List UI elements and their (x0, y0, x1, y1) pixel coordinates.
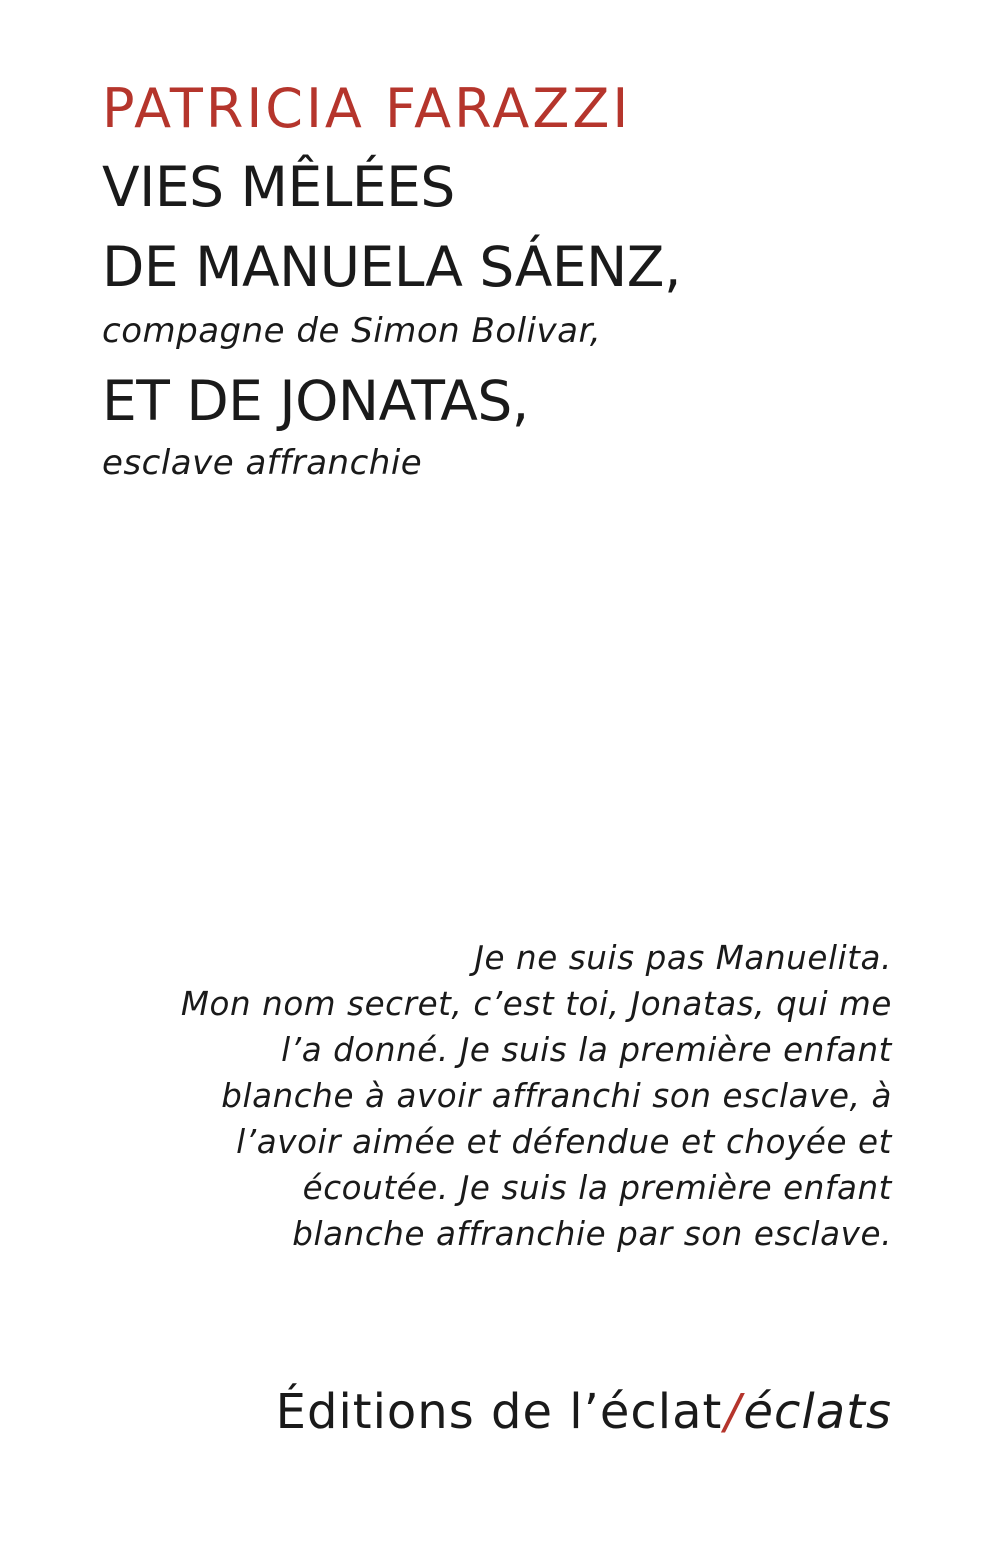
publisher-collection: éclats (743, 1384, 892, 1440)
title-line-1: VIES MÊLÉES (102, 155, 455, 219)
quote-line: l’a donné. Je suis la première enfant (281, 1031, 892, 1069)
quote-line: l’avoir aimée et défendue et choyée et (236, 1123, 892, 1161)
back-quote (92, 935, 892, 1257)
quote-line: Je ne suis pas Manuelita. (474, 939, 892, 977)
title-line-2: DE MANUELA SÁENZ, (102, 235, 681, 299)
quote-line: blanche affranchie par son esclave. (292, 1215, 892, 1253)
publisher-name: Éditions de l’éclat (275, 1384, 723, 1440)
subtitle-2: esclave affranchie (102, 443, 423, 483)
publisher-separator: / (724, 1384, 742, 1440)
subtitle-1: compagne de Simon Bolivar, (102, 311, 602, 351)
title-line-3: ET DE JONATAS, (102, 369, 529, 433)
quote-line: blanche à avoir affranchi son esclave, à (221, 1077, 892, 1115)
publisher-imprint (276, 1382, 892, 1442)
quote-line: Mon nom secret, c’est toi, Jonatas, qui me (180, 985, 892, 1023)
author-name: PATRICIA FARAZZI (102, 77, 632, 140)
quote-line: écoutée. Je suis la première enfant (302, 1169, 892, 1207)
